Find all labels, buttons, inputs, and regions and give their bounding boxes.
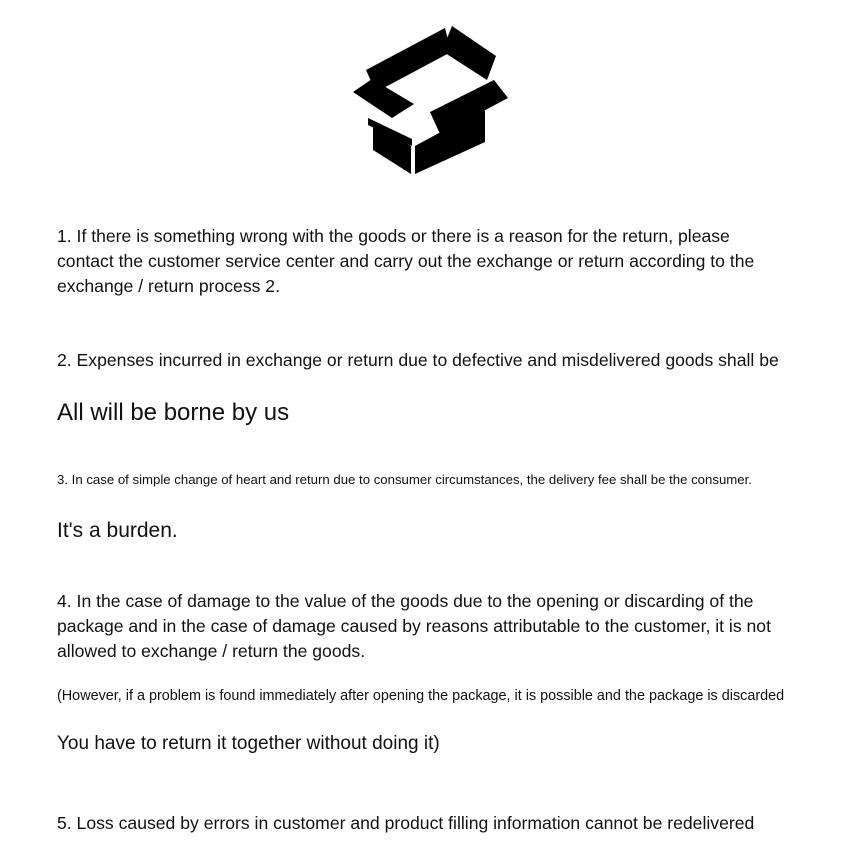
item-4-line-2: package and in the case of damage caused by reasons attributable to the customer, it is not	[57, 616, 771, 636]
item-4	[57, 589, 771, 664]
box-right-flap	[442, 26, 496, 80]
item-5: 5. Loss caused by errors in customer and product filling information cannot be redelivered	[57, 813, 755, 833]
item-4-note: (However, if a problem is found immediately after opening the package, it is possible and the package is discarded	[57, 688, 785, 704]
item-4-line-3: allowed to exchange / return the goods.	[57, 641, 366, 661]
item-2	[57, 348, 779, 373]
open-box-icon	[348, 22, 512, 178]
box-left-flap	[366, 28, 451, 92]
item-1	[57, 224, 754, 299]
item-3-continuation: It's a burden.	[57, 519, 178, 542]
item-1-line-3: exchange / return process 2.	[57, 276, 280, 296]
item-1-line-2: contact the customer service center and carry out the exchange or return according to the	[57, 251, 755, 271]
item-1-line-1: 1. If there is something wrong with the goods or there is a reason for the return, please	[57, 226, 730, 246]
item-4-note-continuation: You have to return it together without doing it)	[57, 733, 440, 754]
item-2-line-1: 2. Expenses incurred in exchange or return due to defective and misdelivered goods shall be	[57, 350, 779, 370]
item-3: 3. In case of simple change of heart and return due to consumer circumstances, the delivery fee shall be the consumer.	[57, 472, 752, 487]
item-4-line-1: 4. In the case of damage to the value of the goods due to the opening or discarding of the	[57, 591, 754, 611]
item-2-continuation: All will be borne by us	[57, 399, 290, 426]
